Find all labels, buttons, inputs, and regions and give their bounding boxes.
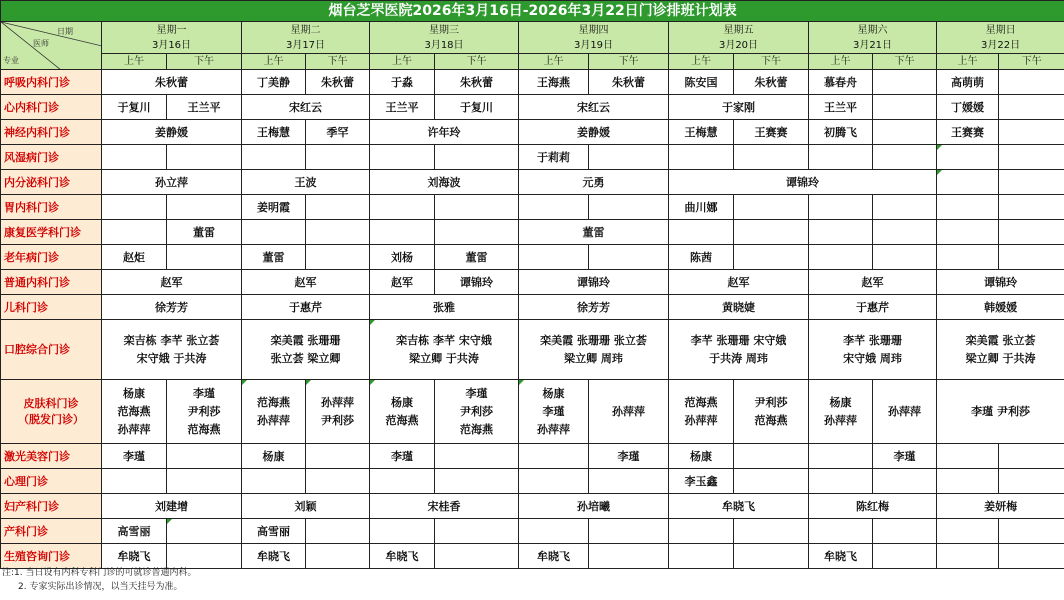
schedule-cell [435,195,519,220]
schedule-cell [734,444,809,469]
schedule-cell [589,544,669,569]
schedule-cell [809,145,873,170]
dept-respiratory: 呼吸内科门诊 [1,70,102,95]
dept-laser-cosmetology: 激光美容门诊 [1,444,102,469]
ampm-label: 上午 [809,54,873,70]
dept-dermatology: 皮肤科门诊 （脱发门诊） [1,380,102,444]
schedule-cell [734,145,809,170]
ampm-label: 上午 [370,54,435,70]
dept-general-internal: 普通内科门诊 [1,270,102,295]
schedule-cell: 谭锦玲 [435,270,519,295]
schedule-cell [873,145,937,170]
schedule-cell: 王兰平 [809,95,873,120]
dept-endocrinology: 内分泌科门诊 [1,170,102,195]
day-header-mon: 星期一 3月16日 [102,22,242,54]
schedule-cell [873,120,937,145]
schedule-cell [873,469,937,494]
schedule-cell [999,95,1064,120]
dept-psychology: 心理门诊 [1,469,102,494]
schedule-cell [999,544,1064,569]
schedule-cell [370,145,435,170]
schedule-cell [167,145,242,170]
schedule-cell: 牟晓飞 [370,544,435,569]
ampm-label: 下午 [873,54,937,70]
schedule-cell [999,195,1064,220]
schedule-cell [306,145,370,170]
schedule-cell [937,170,999,195]
schedule-cell: 张雅 [370,295,519,320]
schedule-cell [937,245,999,270]
schedule-cell: 韩媛媛 [937,295,1064,320]
schedule-cell [167,519,242,544]
schedule-cell [519,245,589,270]
schedule-cell: 李瑾 尹利莎 范海燕 [167,380,242,444]
schedule-cell [435,544,519,569]
schedule-cell: 李瑾 尹利莎 范海燕 [435,380,519,444]
day-header-tue: 星期二 3月17日 [242,22,370,54]
corner-label-specialty: 专业 [3,56,19,65]
schedule-cell [809,245,873,270]
schedule-cell: 宋红云 [519,95,669,120]
day-header-wed: 星期三 3月18日 [370,22,519,54]
schedule-cell: 于莉莉 [519,145,589,170]
schedule-cell: 高雪丽 [242,519,306,544]
schedule-cell: 陈红梅 [809,494,937,519]
schedule-cell: 李瑾 [589,444,669,469]
schedule-cell [519,195,589,220]
schedule-cell: 王兰平 [167,95,242,120]
schedule-cell: 谭锦玲 [669,170,937,195]
schedule-cell: 季罕 [306,120,370,145]
schedule-cell [589,195,669,220]
schedule-cell [589,145,669,170]
schedule-cell: 牟晓飞 [102,544,167,569]
corner-header [1,22,102,70]
schedule-cell: 杨康 [242,444,306,469]
schedule-cell: 朱秋蕾 [435,70,519,95]
schedule-cell: 丁美静 [242,70,306,95]
schedule-cell [242,469,306,494]
schedule-cell: 宋红云 [242,95,370,120]
footnote-1: 注:1. 当日设有内科专科门诊的可就诊普通内科。 [2,568,197,578]
schedule-cell [167,245,242,270]
schedule-cell: 刘建增 [102,494,242,519]
schedule-cell: 赵军 [669,270,809,295]
schedule-cell [669,220,734,245]
schedule-cell [589,519,669,544]
schedule-cell: 丁媛媛 [937,95,999,120]
day-header-sat: 星期六 3月21日 [809,22,937,54]
schedule-cell [306,544,370,569]
schedule-cell [937,195,999,220]
schedule-cell: 孙立萍 [102,170,242,195]
day-header-fri: 星期五 3月20日 [669,22,809,54]
schedule-cell [873,519,937,544]
schedule-cell: 王梅慧 [669,120,734,145]
schedule-cell: 宋桂香 [370,494,519,519]
footnotes [0,566,1064,594]
schedule-cell [306,469,370,494]
schedule-cell: 刘颖 [242,494,370,519]
schedule-cell: 徐芳芳 [519,295,669,320]
schedule-cell: 于复川 [435,95,519,120]
schedule-cell: 赵军 [370,270,435,295]
schedule-cell: 姜妍梅 [937,494,1064,519]
ampm-label: 上午 [242,54,306,70]
schedule-cell: 赵军 [809,270,937,295]
schedule-cell: 姜静媛 [102,120,242,145]
footnote-2: 2. 专家实际出诊情况，以当天挂号为准。 [18,582,183,592]
dept-neurology: 神经内科门诊 [1,120,102,145]
schedule-cell [435,145,519,170]
schedule-cell: 李瑾 尹利莎 [937,380,1064,444]
schedule-cell: 李芊 张珊珊 宋守娥 于共涛 周玮 [669,320,809,380]
schedule-cell [999,70,1064,95]
schedule-cell [873,70,937,95]
schedule-cell [999,444,1064,469]
day-header-thu: 星期四 3月19日 [519,22,669,54]
schedule-cell: 李玉鑫 [669,469,734,494]
schedule-cell: 杨康 范海燕 [370,380,435,444]
schedule-cell [999,469,1064,494]
schedule-cell [809,220,873,245]
schedule-cell [306,195,370,220]
schedule-cell: 尹利莎 范海燕 [734,380,809,444]
schedule-cell [102,145,167,170]
schedule-cell: 牟晓飞 [519,544,589,569]
dept-reproductive: 生殖咨询门诊 [1,544,102,569]
dept-rheumatology: 风湿病门诊 [1,145,102,170]
schedule-cell [102,469,167,494]
schedule-cell [102,220,167,245]
schedule-cell: 姜明霞 [242,195,306,220]
schedule-cell: 范海燕 孙萍萍 [669,380,734,444]
day-header-sun: 星期日 3月22日 [937,22,1064,54]
schedule-cell: 于复川 [102,95,167,120]
schedule-cell [809,195,873,220]
schedule-cell [937,519,999,544]
dept-pediatrics: 儿科门诊 [1,295,102,320]
schedule-cell: 董雷 [242,245,306,270]
schedule-cell: 董雷 [167,220,242,245]
schedule-cell: 朱秋蕾 [734,70,809,95]
schedule-cell [999,145,1064,170]
schedule-cell: 牟晓飞 [809,544,873,569]
schedule-cell: 范海燕 孙萍萍 [242,380,306,444]
schedule-cell: 李瑾 [873,444,937,469]
page-title: 烟台芝罘医院2026年3月16日-2026年3月22日门诊排班计划表 [1,1,1064,22]
schedule-cell: 高雪丽 [102,519,167,544]
schedule-cell [937,145,999,170]
schedule-cell: 王波 [242,170,370,195]
schedule-cell: 栾吉栋 李芊 张立荟 宋守娥 于共涛 [102,320,242,380]
schedule-cell: 王兰平 [370,95,435,120]
schedule-cell [999,245,1064,270]
schedule-cell: 董雷 [435,245,519,270]
schedule-cell: 杨康 孙萍萍 [809,380,873,444]
schedule-cell [435,444,519,469]
schedule-cell: 王梅慧 [242,120,306,145]
schedule-cell: 谭锦玲 [519,270,669,295]
corner-label-date: 日期 [57,27,73,36]
schedule-cell [242,220,306,245]
schedule-cell: 孙萍萍 尹利莎 [306,380,370,444]
schedule-cell: 朱秋蕾 [306,70,370,95]
schedule-cell [167,469,242,494]
schedule-cell [435,220,519,245]
schedule-cell: 赵炬 [102,245,167,270]
schedule-cell [873,544,937,569]
ampm-label: 下午 [167,54,242,70]
schedule-cell [102,195,167,220]
schedule-cell [435,469,519,494]
schedule-cell: 慕春舟 [809,70,873,95]
schedule-cell [999,519,1064,544]
ampm-label: 上午 [102,54,167,70]
schedule-cell: 孙萍萍 [589,380,669,444]
schedule-cell [242,145,306,170]
schedule-cell: 牟晓飞 [242,544,306,569]
schedule-cell [306,220,370,245]
schedule-cell [669,544,734,569]
schedule-cell [937,544,999,569]
schedule-cell [734,245,809,270]
schedule-cell [873,220,937,245]
schedule-cell: 于淼 [370,70,435,95]
ampm-label: 上午 [669,54,734,70]
schedule-cell: 徐芳芳 [102,295,242,320]
schedule-cell: 许年玲 [370,120,519,145]
schedule-cell [734,469,809,494]
schedule-cell [306,444,370,469]
schedule-cell [167,444,242,469]
schedule-cell: 元勇 [519,170,669,195]
schedule-cell [999,120,1064,145]
ampm-label: 下午 [999,54,1064,70]
schedule-cell: 曲川娜 [669,195,734,220]
ampm-label: 下午 [589,54,669,70]
schedule-cell [809,469,873,494]
schedule-cell: 牟晓飞 [669,494,809,519]
dept-stomatology: 口腔综合门诊 [1,320,102,380]
schedule-cell [306,245,370,270]
schedule-cell [937,220,999,245]
ampm-label: 上午 [519,54,589,70]
schedule-cell: 王赛赛 [734,120,809,145]
schedule-cell: 栾美霞 张立荟 梁立卿 于共涛 [937,320,1064,380]
ampm-label: 下午 [435,54,519,70]
schedule-cell [809,519,873,544]
ampm-label: 下午 [734,54,809,70]
schedule-cell [734,195,809,220]
schedule-cell: 孙萍萍 [873,380,937,444]
schedule-cell [589,469,669,494]
schedule-cell [937,469,999,494]
schedule-cell: 赵军 [102,270,242,295]
schedule-cell [734,220,809,245]
dept-geriatrics: 老年病门诊 [1,245,102,270]
schedule-cell [937,444,999,469]
schedule-cell [167,195,242,220]
schedule-cell: 杨康 范海燕 孙萍萍 [102,380,167,444]
schedule-cell: 谭锦玲 [937,270,1064,295]
schedule-cell [370,469,435,494]
schedule-cell: 赵军 [242,270,370,295]
ampm-label: 上午 [937,54,999,70]
schedule-cell [999,170,1064,195]
schedule-cell: 栾吉栋 李芊 宋守娥 梁立卿 于共涛 [370,320,519,380]
schedule-cell [519,469,589,494]
schedule-cell [734,519,809,544]
schedule-cell [167,544,242,569]
schedule-cell [435,519,519,544]
schedule-cell: 孙培曦 [519,494,669,519]
schedule-cell: 初腾飞 [809,120,873,145]
schedule-cell: 于惠芹 [809,295,937,320]
dept-gynecology: 妇产科门诊 [1,494,102,519]
schedule-cell: 董雷 [519,220,669,245]
schedule-cell [873,195,937,220]
schedule-cell: 朱秋蕾 [102,70,242,95]
schedule-cell: 朱秋蕾 [589,70,669,95]
schedule-cell [370,519,435,544]
schedule-cell [370,220,435,245]
schedule-cell [873,245,937,270]
ampm-label: 下午 [306,54,370,70]
schedule-cell: 李瑾 [102,444,167,469]
schedule-cell: 杨康 李瑾 孙萍萍 [519,380,589,444]
schedule-cell [669,145,734,170]
schedule-cell [519,444,589,469]
schedule-cell [809,444,873,469]
dept-cardiology: 心内科门诊 [1,95,102,120]
schedule-cell [306,519,370,544]
schedule-cell: 姜静媛 [519,120,669,145]
schedule-cell: 刘杨 [370,245,435,270]
schedule-cell: 李瑾 [370,444,435,469]
schedule-cell: 李芊 张珊珊 宋守娥 周玮 [809,320,937,380]
schedule-cell: 王赛赛 [937,120,999,145]
schedule-cell [589,245,669,270]
corner-label-doctor: 医师 [33,39,49,48]
schedule-cell: 陈茜 [669,245,734,270]
schedule-cell [734,544,809,569]
schedule-cell: 陈安国 [669,70,734,95]
schedule-cell [519,519,589,544]
schedule-cell: 黄晓婕 [669,295,809,320]
schedule-cell: 高萌萌 [937,70,999,95]
schedule-cell: 于惠芹 [242,295,370,320]
dept-obstetrics: 产科门诊 [1,519,102,544]
schedule-cell [999,220,1064,245]
schedule-cell: 栾美霞 张珊珊 张立荟 梁立卿 周玮 [519,320,669,380]
schedule-cell: 栾美霞 张珊珊 张立荟 梁立卿 [242,320,370,380]
schedule-cell [873,95,937,120]
schedule-cell: 王海燕 [519,70,589,95]
dept-rehabilitation: 康复医学科门诊 [1,220,102,245]
schedule-cell [669,519,734,544]
schedule-cell: 刘海波 [370,170,519,195]
schedule-cell: 杨康 [669,444,734,469]
dept-gastroenterology: 胃内科门诊 [1,195,102,220]
schedule-cell: 于家刚 [669,95,809,120]
schedule-cell [370,195,435,220]
